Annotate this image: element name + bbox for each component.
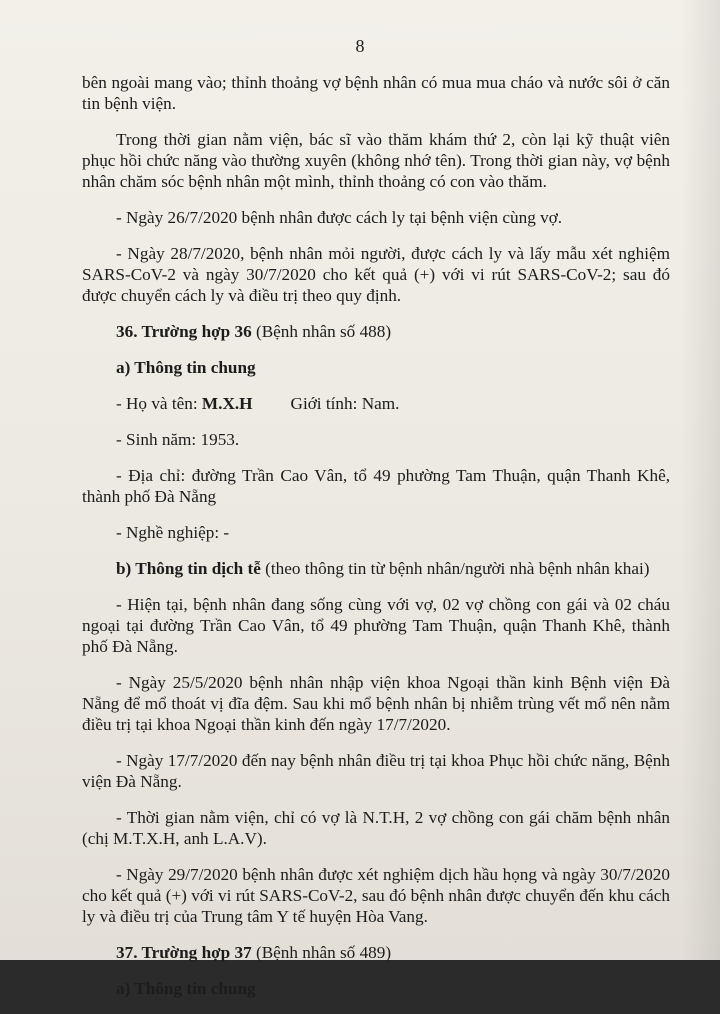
- case-36-name-line: [82, 393, 670, 414]
- paragraph-hospital-stay: Trong thời gian nằm viện, bác sĩ vào thăm khám thứ 2, còn lại kỹ thuật viên phục hồi chức năng vào thường xuyên (không nhớ tên). Trong thời gian này, vợ bệnh nhân chăm sóc bệnh nhân một mình, thỉnh thoảng có con vào thăm.: [82, 130, 670, 191]
- case-36-heading-bold: 36. Trường hợp 36: [116, 322, 252, 341]
- gender: Giới tính: Nam.: [290, 394, 400, 413]
- epi-item: - Hiện tại, bệnh nhân đang sống cùng với vợ, 02 vợ chồng con gái và 02 cháu ngoại tại đường Trần Cao Vân, tổ 49 phường Tam Thuận, quận Thanh Khê, thành phố Đà Nẵng.: [82, 595, 670, 656]
- name-label: - Họ và tên:: [116, 394, 202, 413]
- paragraph-continued: bên ngoài mang vào; thỉnh thoảng vợ bệnh nhân có mua mua cháo và nước sôi ở căn tin bệnh viện.: [82, 73, 670, 113]
- epi-item: - Ngày 29/7/2020 bệnh nhân được xét nghiệm dịch hầu họng và ngày 30/7/2020 cho kết quả (+) với vi rút SARS-CoV-2, sau đó bệnh nhân được chuyển đến khu cách ly và điều trị của Trung tâm Y tế huyện Hòa Vang.: [82, 865, 670, 926]
- case-37-heading-rest: (Bệnh nhân số 489): [251, 943, 392, 962]
- case-36-job: - Nghề nghiệp: -: [116, 523, 230, 542]
- case-36-heading-rest: (Bệnh nhân số 488): [251, 322, 392, 341]
- case-36-address: - Địa chỉ: đường Trần Cao Vân, tổ 49 phường Tam Thuận, quận Thanh Khê, thành phố Đà Nẵng: [82, 466, 670, 506]
- case-37-general-title: a) Thông tin chung: [116, 979, 256, 998]
- epi-item: - Ngày 25/5/2020 bệnh nhân nhập viện khoa Ngoại thần kinh Bệnh viện Đà Nẵng để mổ thoát vị đĩa đệm. Sau khi mổ bệnh nhân bị nhiễm trùng vết mổ nên nằm điều trị tại khoa Ngoại thần kinh đến ngày 17/7/2020.: [82, 673, 670, 734]
- case-36-heading: [82, 321, 670, 342]
- page-shadow: [680, 0, 720, 960]
- case-36-epi-heading: [82, 558, 670, 579]
- epi-title: b) Thông tin dịch tễ: [116, 559, 261, 578]
- case-36-general-title: a) Thông tin chung: [116, 358, 256, 377]
- paragraph-test-result: - Ngày 28/7/2020, bệnh nhân mỏi người, được cách ly và lấy mẫu xét nghiệm SARS-CoV-2 và ngày 30/7/2020 cho kết quả (+) với vi rút SARS-CoV-2; sau đó được chuyển cách ly và điều trị theo quy định.: [82, 244, 670, 305]
- case-36-birth: - Sinh năm: 1953.: [116, 430, 240, 449]
- epi-title-rest: (theo thông tin từ bệnh nhân/người nhà bệnh nhân khai): [260, 559, 650, 578]
- name-value: M.X.H: [201, 394, 253, 413]
- page-number: 8: [355, 36, 365, 56]
- epi-item: - Ngày 17/7/2020 đến nay bệnh nhân điều trị tại khoa Phục hồi chức năng, Bệnh viện Đà Nẵng.: [82, 751, 670, 791]
- case-37-heading: [82, 942, 670, 963]
- paragraph-isolation: - Ngày 26/7/2020 bệnh nhân được cách ly tại bệnh viện cùng vợ.: [116, 208, 563, 227]
- epi-item: - Thời gian nằm viện, chỉ có vợ là N.T.H, 2 vợ chồng con gái chăm bệnh nhân (chị M.T.X.H, anh L.A.V).: [82, 808, 670, 848]
- document-body: [82, 72, 670, 1014]
- case-37-heading-bold: 37. Trường hợp 37: [116, 943, 252, 962]
